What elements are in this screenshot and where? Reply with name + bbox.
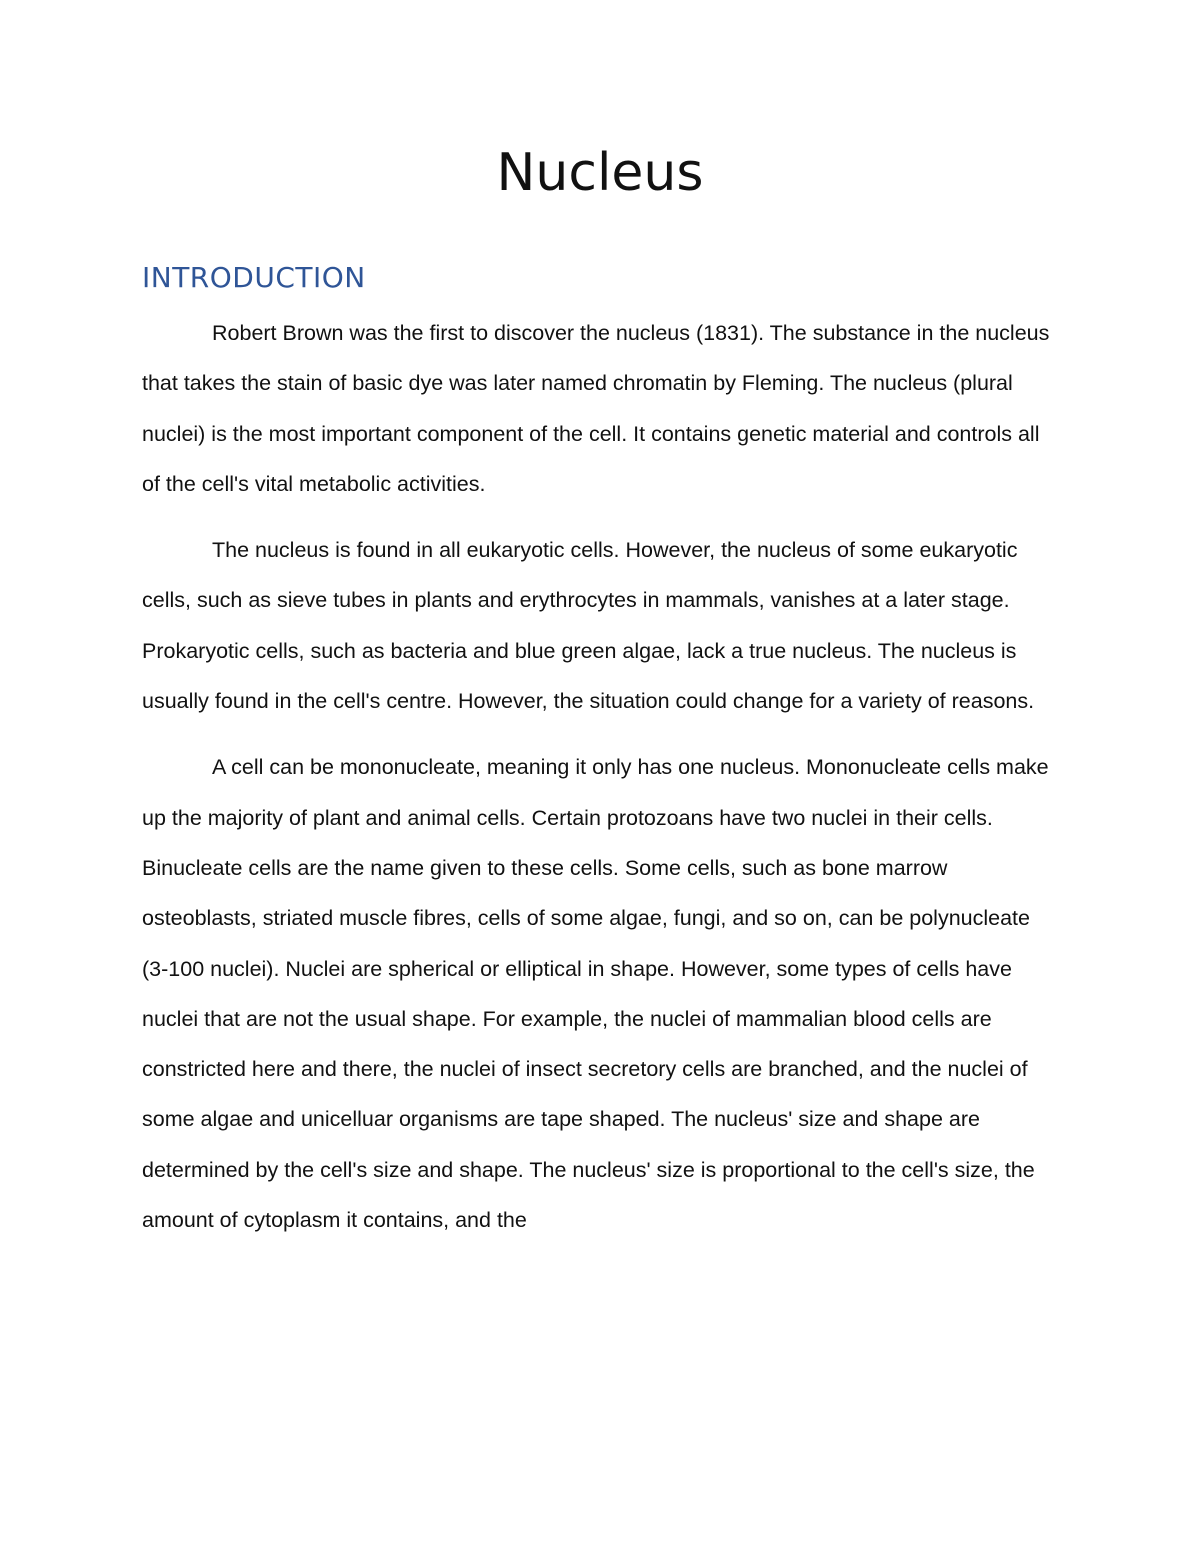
document-body <box>142 308 1062 1261</box>
paragraph: Robert Brown was the first to discover the nucleus (1831). The substance in the nucleus that takes the stain of basic dye was later named chromatin by Fleming. The nucleus (plural nuclei) is the most important component of the cell. It contains genetic material and controls all of the cell's vital metabolic activities. <box>142 321 1050 496</box>
paragraph: The nucleus is found in all eukaryotic cells. However, the nucleus of some eukaryotic cells, such as sieve tubes in plants and erythrocytes in mammals, vanishes at a later stage. Prokaryotic cells, such as bacteria and blue green algae, lack a true nucleus. The nucleus is usually found in the cell's centre. However, the situation could change for a variety of reasons. <box>142 538 1035 714</box>
paragraph: A cell can be mononucleate, meaning it only has one nucleus. Mononucleate cells make up the majority of plant and animal cells. Certain protozoans have two nuclei in their cells. Binucleate cells are the name given to these cells. Some cells, such as bone marrow osteoblasts, striated muscle fibres, cells of some algae, fungi, and so on, can be polynucleate (3-100 nuclei). Nuclei are spherical or elliptical in shape. However, some types of cells have nuclei that are not the usual shape. For example, the nuclei of mammalian blood cells are constricted here and there, the nuclei of insect secretory cells are branched, and the nuclei of some algae and unicelluar organisms are tape shaped. The nucleus' size and shape are determined by the cell's size and shape. The nucleus' size is proportional to the cell's size, the amount of cytoplasm it contains, and the <box>142 755 1049 1233</box>
page-title: Nucleus <box>496 143 704 203</box>
section-heading: INTRODUCTION <box>142 261 366 294</box>
